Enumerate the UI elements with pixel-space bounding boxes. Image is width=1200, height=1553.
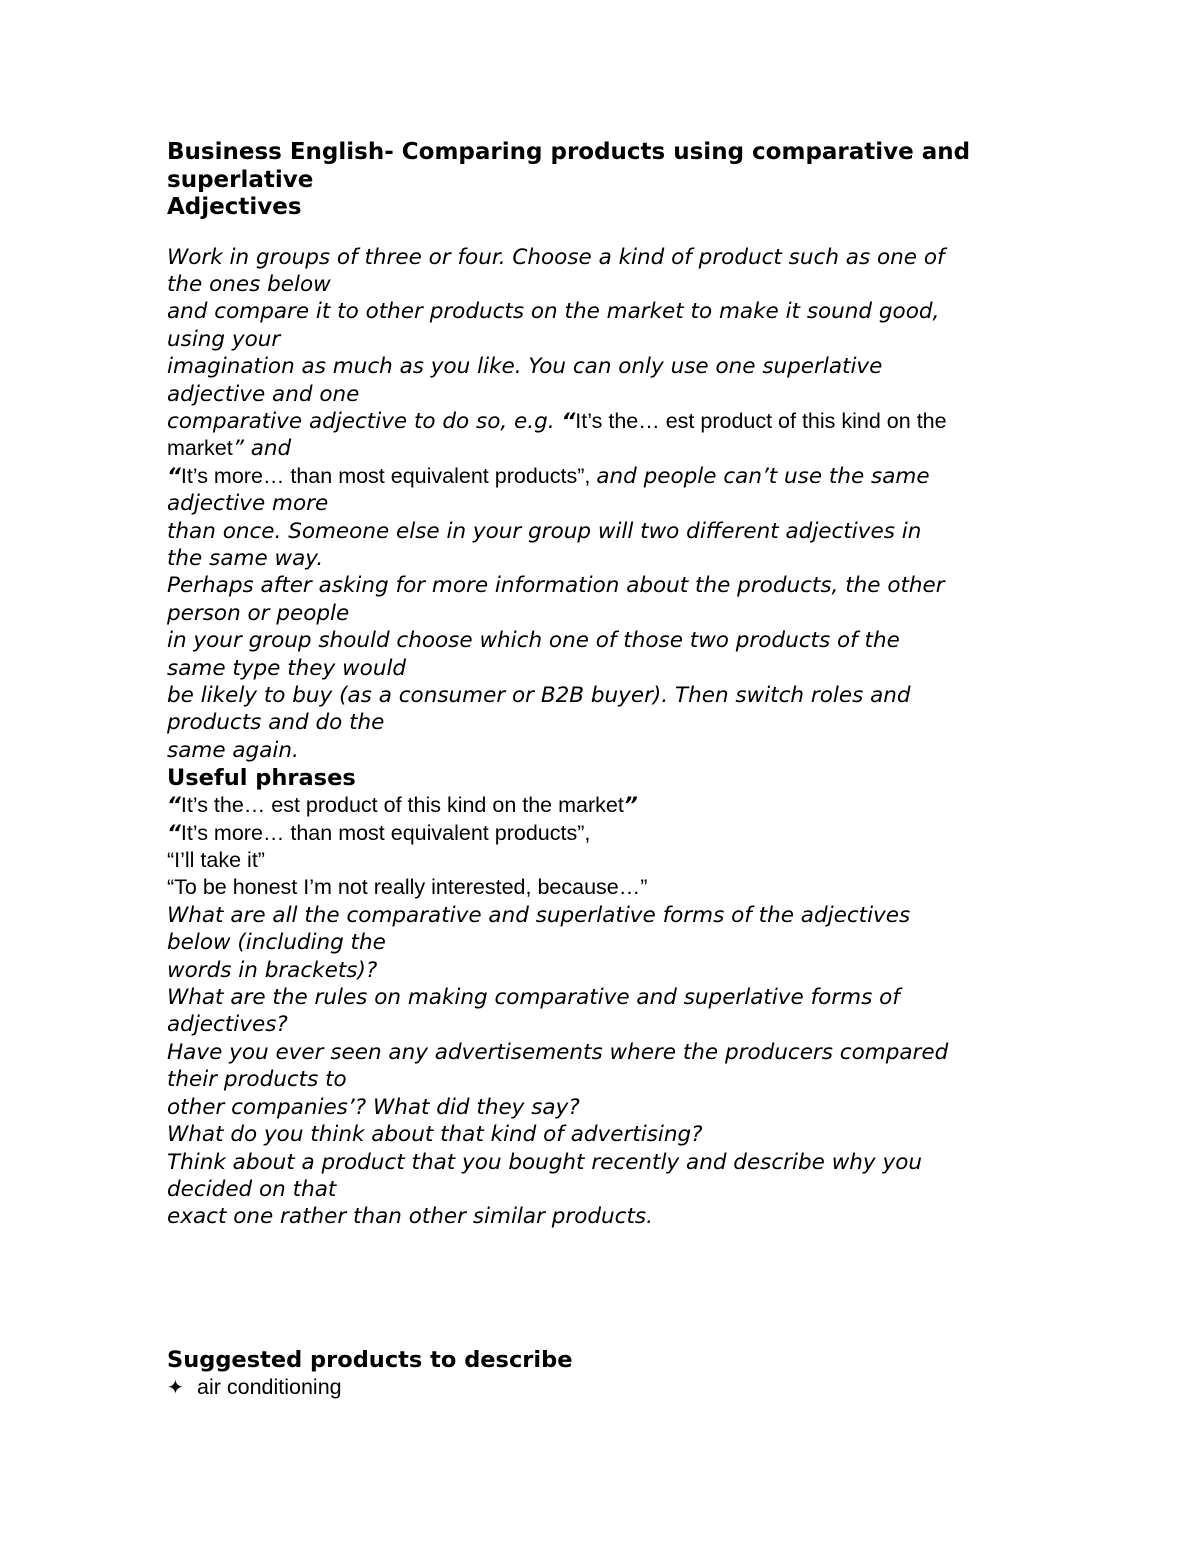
italic-text: in your group should choose which one of those two products of the — [167, 628, 900, 654]
italic-text: Perhaps after asking for more information about the products, the other — [167, 573, 945, 599]
italic-text: using your — [167, 326, 281, 352]
plain-quote-text: It’s more… than most equivalent products”, — [180, 463, 597, 488]
title-line: Business English- Comparing products using comparative and — [167, 139, 971, 165]
suggested-product-label: air conditioning — [197, 1374, 342, 1399]
instruction-line — [167, 326, 1037, 353]
italic-text: same type they would — [167, 655, 407, 681]
italic-text: be likely to buy (as a consumer or B2B buyer). Then switch roles and — [167, 683, 911, 708]
instruction-line — [167, 655, 1037, 682]
question-line: adjectives? — [167, 1012, 288, 1038]
italic-text: and compare it to other products on the market to make it sound good, — [167, 299, 940, 325]
quote-mark: ” — [623, 793, 638, 819]
plain-quote-text: It’s more… than most equivalent products”, — [180, 820, 591, 845]
quote-mark: “ — [167, 820, 181, 846]
italic-text: products and do the — [167, 710, 385, 736]
instruction-line — [167, 435, 1037, 462]
plain-quote-text: “To be honest I’m not really interested, because…” — [167, 875, 648, 900]
italic-text: same again. — [167, 737, 299, 763]
quote-mark: “ — [561, 408, 576, 434]
instruction-line — [167, 572, 1037, 599]
plain-quote-text: It’s the… est product of this kind on the — [575, 408, 947, 433]
question-line: exact one rather than other similar products. — [167, 1204, 653, 1230]
title-line: Adjectives — [167, 194, 302, 220]
instruction-line — [167, 627, 1037, 654]
italic-text: comparative adjective to do so, e.g. — [167, 408, 562, 434]
plain-quote-text: “I’ll take it” — [167, 848, 265, 873]
question-line: their products to — [167, 1067, 347, 1093]
italic-text: ” and — [232, 436, 292, 462]
useful-phrases-list — [167, 792, 1037, 902]
italic-text: the same way. — [167, 545, 324, 571]
instruction-line — [167, 271, 1037, 298]
question-line: What do you think about that kind of advertising? — [167, 1122, 703, 1148]
document-content — [167, 139, 1037, 1401]
plain-quote-text: market — [167, 436, 233, 461]
question-line: decided on that — [167, 1176, 337, 1202]
question-line: other companies’? What did they say? — [167, 1094, 580, 1120]
question-line: Think about a product that you bought recently and describe why you — [167, 1149, 922, 1175]
suggested-products-list — [167, 1374, 1037, 1401]
italic-text: adjective more — [167, 491, 329, 517]
instruction-line — [167, 682, 1037, 709]
instruction-line — [167, 244, 1037, 271]
instruction-line — [167, 298, 1037, 325]
question-line: Have you ever seen any advertisements where the producers compared — [167, 1039, 949, 1065]
instruction-line — [167, 463, 1037, 490]
four-point-star-icon: ✦ — [167, 1374, 184, 1399]
phrase-line — [167, 820, 1037, 847]
instruction-line — [167, 518, 1037, 545]
italic-text: imagination as much as you like. You can only use one superlative — [167, 354, 883, 380]
italic-text: the ones below — [167, 271, 331, 297]
quote-mark: “ — [167, 463, 181, 489]
instruction-line — [167, 381, 1037, 408]
instruction-line — [167, 408, 1037, 435]
question-line: words in brackets)? — [167, 957, 378, 983]
spacer — [167, 1231, 1037, 1346]
phrase-line — [167, 847, 1037, 874]
italic-text: than once. Someone else in your group will two different adjectives in — [167, 518, 922, 544]
italic-text: and people can’t use the same — [596, 463, 930, 489]
instruction-line — [167, 600, 1037, 627]
instruction-line — [167, 709, 1037, 736]
phrase-line — [167, 792, 1037, 819]
instruction-line — [167, 545, 1037, 572]
instructions-paragraph — [167, 244, 1037, 765]
plain-quote-text: It’s the… est product of this kind on the market — [180, 793, 624, 818]
question-line: below (including the — [167, 930, 386, 956]
instruction-line — [167, 737, 1037, 764]
title-line: superlative — [167, 166, 314, 193]
question-line: What are the rules on making comparative and superlative forms of — [167, 985, 900, 1011]
discussion-questions — [167, 902, 1037, 1231]
instruction-line — [167, 353, 1037, 380]
question-line: What are all the comparative and superlative forms of the adjectives — [167, 902, 911, 928]
italic-text: person or people — [167, 600, 350, 626]
instruction-line — [167, 490, 1037, 517]
document-title — [167, 139, 1037, 222]
phrase-line — [167, 874, 1037, 901]
quote-mark: “ — [167, 793, 181, 819]
suggested-products-heading: Suggested products to describe — [167, 1346, 573, 1373]
italic-text: adjective and one — [167, 381, 360, 407]
useful-phrases-heading: Useful phrases — [167, 765, 356, 792]
italic-text: Work in groups of three or four. Choose a kind of product such as one of — [167, 244, 945, 270]
spacer — [167, 222, 1037, 244]
suggested-product-item — [167, 1374, 1037, 1401]
